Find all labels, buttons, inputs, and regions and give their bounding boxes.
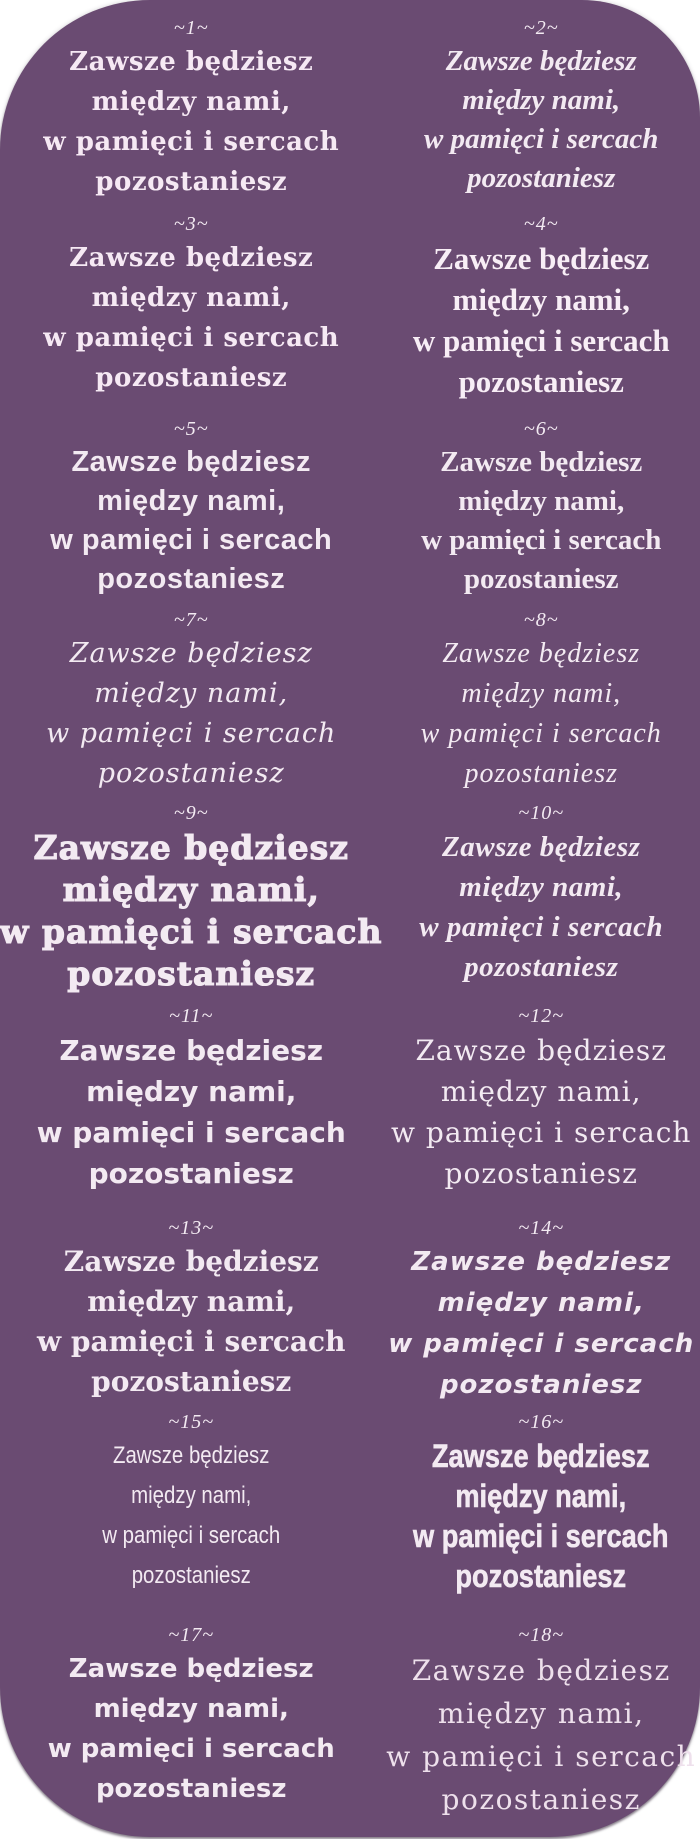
font-sample-number: ~4~ xyxy=(523,213,559,235)
font-sample-text-line: między nami, xyxy=(94,678,289,709)
font-sample-text-line: pozostaniesz xyxy=(464,951,619,983)
font-sample-text-line: pozostaniesz xyxy=(91,1365,292,1398)
font-sample-number: ~5~ xyxy=(173,418,209,440)
font-sample-3 xyxy=(0,212,382,417)
font-sample-text-line: Zawsze będziesz xyxy=(69,243,314,273)
font-sample-text-line: między nami, xyxy=(462,84,621,116)
font-sample-17 xyxy=(0,1623,382,1839)
font-sample-1 xyxy=(0,16,382,212)
font-sample-text-line: między nami, xyxy=(437,1697,645,1730)
font-sample-text-line: pozostaniesz xyxy=(455,1558,627,1594)
font-sample-text-line: w pamięci i sercach xyxy=(102,1522,281,1549)
font-sample-text-line: Zawsze będziesz xyxy=(112,1442,270,1469)
font-sample-text-line: pozostaniesz xyxy=(97,758,285,789)
font-sample-text-line: Zawsze będziesz xyxy=(68,1654,314,1684)
font-sample-number: ~3~ xyxy=(173,213,209,235)
font-sample-text-line: Zawsze będziesz xyxy=(59,1034,324,1067)
font-sample-number: ~14~ xyxy=(518,1217,565,1239)
font-sample-text-line: między nami, xyxy=(87,1285,296,1318)
font-sample-8 xyxy=(382,608,700,801)
font-sample-text-line: w pamięci i sercach xyxy=(412,323,670,358)
font-sample-text-line: między nami, xyxy=(455,1478,627,1514)
font-sample-text-line: w pamięci i sercach xyxy=(37,1325,346,1358)
font-sample-text-line: między nami, xyxy=(86,1075,297,1108)
font-sample-text-line: pozostaniesz xyxy=(95,167,288,197)
font-sample-number: ~7~ xyxy=(173,609,209,631)
font-sample-text-line: pozostaniesz xyxy=(88,1157,294,1190)
font-sample-text-line: w pamięci i sercach xyxy=(424,123,659,155)
font-sample-text-line: Zawsze będziesz xyxy=(69,638,313,669)
font-sample-number: ~13~ xyxy=(168,1217,215,1239)
font-sample-text-line: pozostaniesz xyxy=(67,954,316,993)
font-sample-text-line: między nami, xyxy=(91,283,291,313)
font-sample-12 xyxy=(382,1004,700,1216)
font-sample-7 xyxy=(0,608,382,801)
font-sample-text-line: Zawsze będziesz xyxy=(63,1245,319,1278)
font-sample-text-line: w pamięci i sercach xyxy=(43,127,340,157)
font-sample-10 xyxy=(382,801,700,1004)
font-sample-text-line: pozostaniesz xyxy=(467,162,616,194)
font-sample-6 xyxy=(382,417,700,608)
font-sample-number: ~8~ xyxy=(523,609,559,631)
font-sample-text-line: między nami, xyxy=(458,485,625,517)
font-sample-18 xyxy=(382,1623,700,1839)
font-sample-number: ~17~ xyxy=(168,1624,215,1646)
font-sample-text-line: w pamięci i sercach xyxy=(420,718,662,749)
font-sample-text-line: między nami, xyxy=(452,282,630,317)
font-sample-text-line: pozostaniesz xyxy=(95,1774,287,1804)
font-sample-number: ~12~ xyxy=(518,1005,565,1027)
font-sample-text-line: w pamięci i sercach xyxy=(391,1116,692,1149)
font-sample-text-line: Zawsze będziesz xyxy=(432,1438,651,1474)
font-sample-number: ~9~ xyxy=(173,802,209,824)
font-sample-text-line: Zawsze będziesz xyxy=(415,1034,667,1067)
font-sample-number: ~1~ xyxy=(173,17,209,39)
font-sample-text-line: między nami, xyxy=(91,87,291,117)
font-sample-text-line: pozostaniesz xyxy=(441,1783,641,1816)
font-sample-text-line: w pamięci i sercach xyxy=(413,1518,669,1554)
font-sample-text-line: pozostaniesz xyxy=(444,1157,638,1190)
font-sample-text-line: pozostaniesz xyxy=(439,1370,643,1400)
font-sample-number: ~10~ xyxy=(518,802,565,824)
font-sample-number: ~15~ xyxy=(168,1411,215,1433)
font-sample-text-line: Zawsze będziesz xyxy=(433,241,650,276)
font-sample-number: ~18~ xyxy=(518,1624,565,1646)
font-sample-text-line: Zawsze będziesz xyxy=(71,446,312,478)
font-sample-text-line: między nami, xyxy=(97,485,286,517)
font-sample-text-line: w pamięci i sercach xyxy=(43,323,340,353)
font-sample-text-line: między nami, xyxy=(62,870,320,909)
font-sample-text-line: pozostaniesz xyxy=(95,363,288,393)
font-sample-number: ~16~ xyxy=(518,1411,565,1433)
font-sample-text-line: Zawsze będziesz xyxy=(411,1247,672,1277)
font-sample-text-line: między nami, xyxy=(459,871,624,903)
font-sample-text-line: w pamięci i sercach xyxy=(50,524,333,556)
font-sample-13 xyxy=(0,1216,382,1410)
font-sample-text-line: w pamięci i sercach xyxy=(419,911,664,943)
font-sample-text-line: w pamięci i sercach xyxy=(386,1740,697,1773)
font-sample-text-line: pozostaniesz xyxy=(463,563,619,595)
font-sample-number: ~6~ xyxy=(523,418,559,440)
font-sample-text-line: pozostaniesz xyxy=(131,1562,251,1589)
font-sample-2 xyxy=(382,16,700,212)
font-sample-text-line: pozostaniesz xyxy=(97,563,286,595)
font-sample-5 xyxy=(0,417,382,608)
font-sample-text-line: Zawsze będziesz xyxy=(442,638,641,669)
font-sample-9 xyxy=(0,801,382,1004)
font-sample-text-line: Zawsze będziesz xyxy=(69,47,314,77)
font-sample-number: ~11~ xyxy=(169,1005,214,1027)
font-sample-text-line: między nami, xyxy=(131,1482,252,1509)
font-sample-text-line: w pamięci i sercach xyxy=(388,1329,695,1359)
font-sample-text-line: Zawsze będziesz xyxy=(411,1654,671,1687)
font-sample-text-line: Zawsze będziesz xyxy=(442,831,641,863)
font-sample-text-line: pozostaniesz xyxy=(458,364,624,399)
font-sample-text-line: między nami, xyxy=(93,1694,289,1724)
font-sample-text-line: w pamięci i sercach xyxy=(0,912,383,951)
font-sample-16 xyxy=(382,1410,700,1623)
font-sample-text-line: między nami, xyxy=(461,678,622,709)
font-sample-text-line: między nami, xyxy=(437,1288,645,1318)
font-sample-text-line: w pamięci i sercach xyxy=(47,1734,335,1764)
font-sample-number: ~2~ xyxy=(523,17,559,39)
font-sample-text-line: Zawsze będziesz xyxy=(440,446,643,478)
font-sample-4 xyxy=(382,212,700,417)
font-sample-14 xyxy=(382,1216,700,1410)
font-sample-text-line: pozostaniesz xyxy=(464,758,619,789)
font-sample-text-line: Zawsze będziesz xyxy=(445,45,637,77)
font-sample-11 xyxy=(0,1004,382,1216)
font-sample-text-line: w pamięci i sercach xyxy=(36,1116,346,1149)
font-sample-15 xyxy=(0,1410,382,1623)
font-sample-text-line: w pamięci i sercach xyxy=(46,718,337,749)
font-sample-text-line: między nami, xyxy=(440,1075,642,1108)
font-sample-text-line: w pamięci i sercach xyxy=(421,524,662,556)
font-sample-text-line: Zawsze będziesz xyxy=(33,828,349,867)
